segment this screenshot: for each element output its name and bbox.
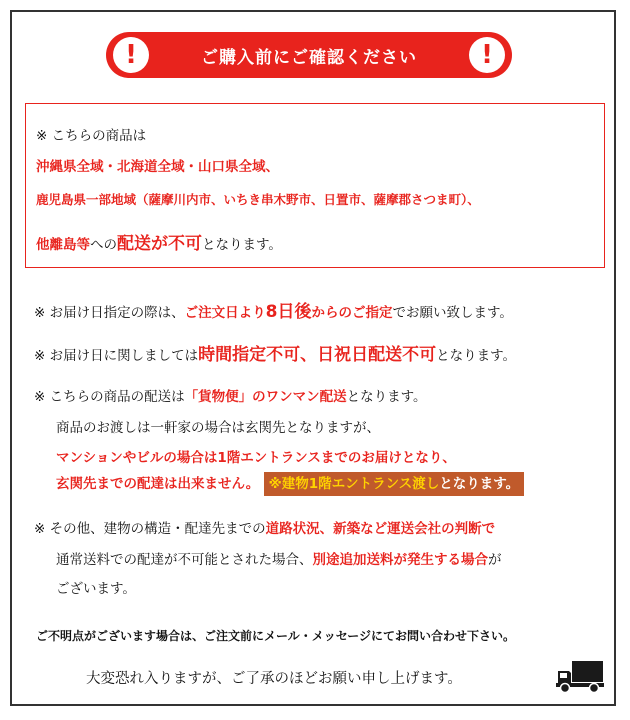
order-date-text: ご注文日より xyxy=(184,305,266,321)
no-door-delivery-text: 玄関先までの配達は出来ません。 xyxy=(56,476,260,492)
shipping-line-1 xyxy=(34,385,427,405)
other-line-2 xyxy=(56,548,502,568)
shipping-prefix: ※ こちらの商品の配送は xyxy=(34,389,185,405)
exclamation-icon: ! xyxy=(469,37,505,73)
area-line-2: 鹿児島県一部地域（薩摩川内市、いちき串木野市、日置市、薩摩郡さつま町）、 xyxy=(36,192,480,207)
shipping-line-4 xyxy=(56,472,524,492)
extra-fee-text: 別途追加送料が発生する場合 xyxy=(312,552,488,568)
please-text: でお願い致します。 xyxy=(392,305,513,321)
banner-title: ご購入前にご確認ください xyxy=(201,47,417,68)
delivery-date-line xyxy=(34,297,513,322)
other-line-1 xyxy=(34,517,495,537)
closing-text: 大変恐れ入りますが、ご了承のほどお願い申し上げます。 xyxy=(86,671,462,687)
notice-banner xyxy=(106,32,512,78)
cargo-delivery-text: 「貨物便」のワンマン配送 xyxy=(184,389,347,405)
ga-text: が xyxy=(488,552,502,568)
entrance-delivery-text: ※建物1階エントランス渡し xyxy=(268,476,440,492)
road-conditions-text: 道路状況、新築など運送会社の判断で xyxy=(265,521,496,537)
delivery-unavailable-text: 配送が不可 xyxy=(117,234,202,254)
time-spec-line xyxy=(34,340,516,365)
shipping-line-3: マンションやビルの場合は1階エントランスまでのお届けとなり、 xyxy=(56,450,456,466)
area-line-1: 沖縄県全域・北海道全域・山口県全域、 xyxy=(36,159,279,175)
specify-from-text: からのご指定 xyxy=(311,305,393,321)
area-intro: ※ こちらの商品は xyxy=(36,128,147,144)
normal-shipping-text: 通常送料での配達が不可能とされた場合、 xyxy=(56,552,313,568)
other-prefix: ※ その他、建物の構造・配達先までの xyxy=(34,521,266,537)
becomes-text: となります。 xyxy=(202,237,282,253)
area-line-3 xyxy=(36,229,282,254)
entrance-delivery-suffix: となります。 xyxy=(439,476,520,492)
other-line-3: ございます。 xyxy=(56,581,136,597)
other-islands-text: 他離島等 xyxy=(36,237,90,253)
eight-days-text: 8日後 xyxy=(265,302,312,322)
delivery-date-prefix: ※ お届け日指定の際は、 xyxy=(34,305,185,321)
to-text: への xyxy=(90,237,117,253)
truck-icon xyxy=(556,659,604,693)
exclamation-icon: ! xyxy=(113,37,149,73)
time-spec-suffix: となります。 xyxy=(436,348,517,364)
shipping-suffix: となります。 xyxy=(346,389,427,405)
time-spec-unavailable: 時間指定不可、日祝日配送不可 xyxy=(198,345,437,365)
shipping-line-2: 商品のお渡しは一軒家の場合は玄関先となりますが、 xyxy=(56,420,380,436)
time-spec-prefix: ※ お届け日に関しましては xyxy=(34,348,199,364)
entrance-delivery-highlight xyxy=(264,472,525,496)
contact-note: ご不明点がございます場合は、ご注文前にメール・メッセージにてお問い合わせ下さい。 xyxy=(36,629,516,643)
